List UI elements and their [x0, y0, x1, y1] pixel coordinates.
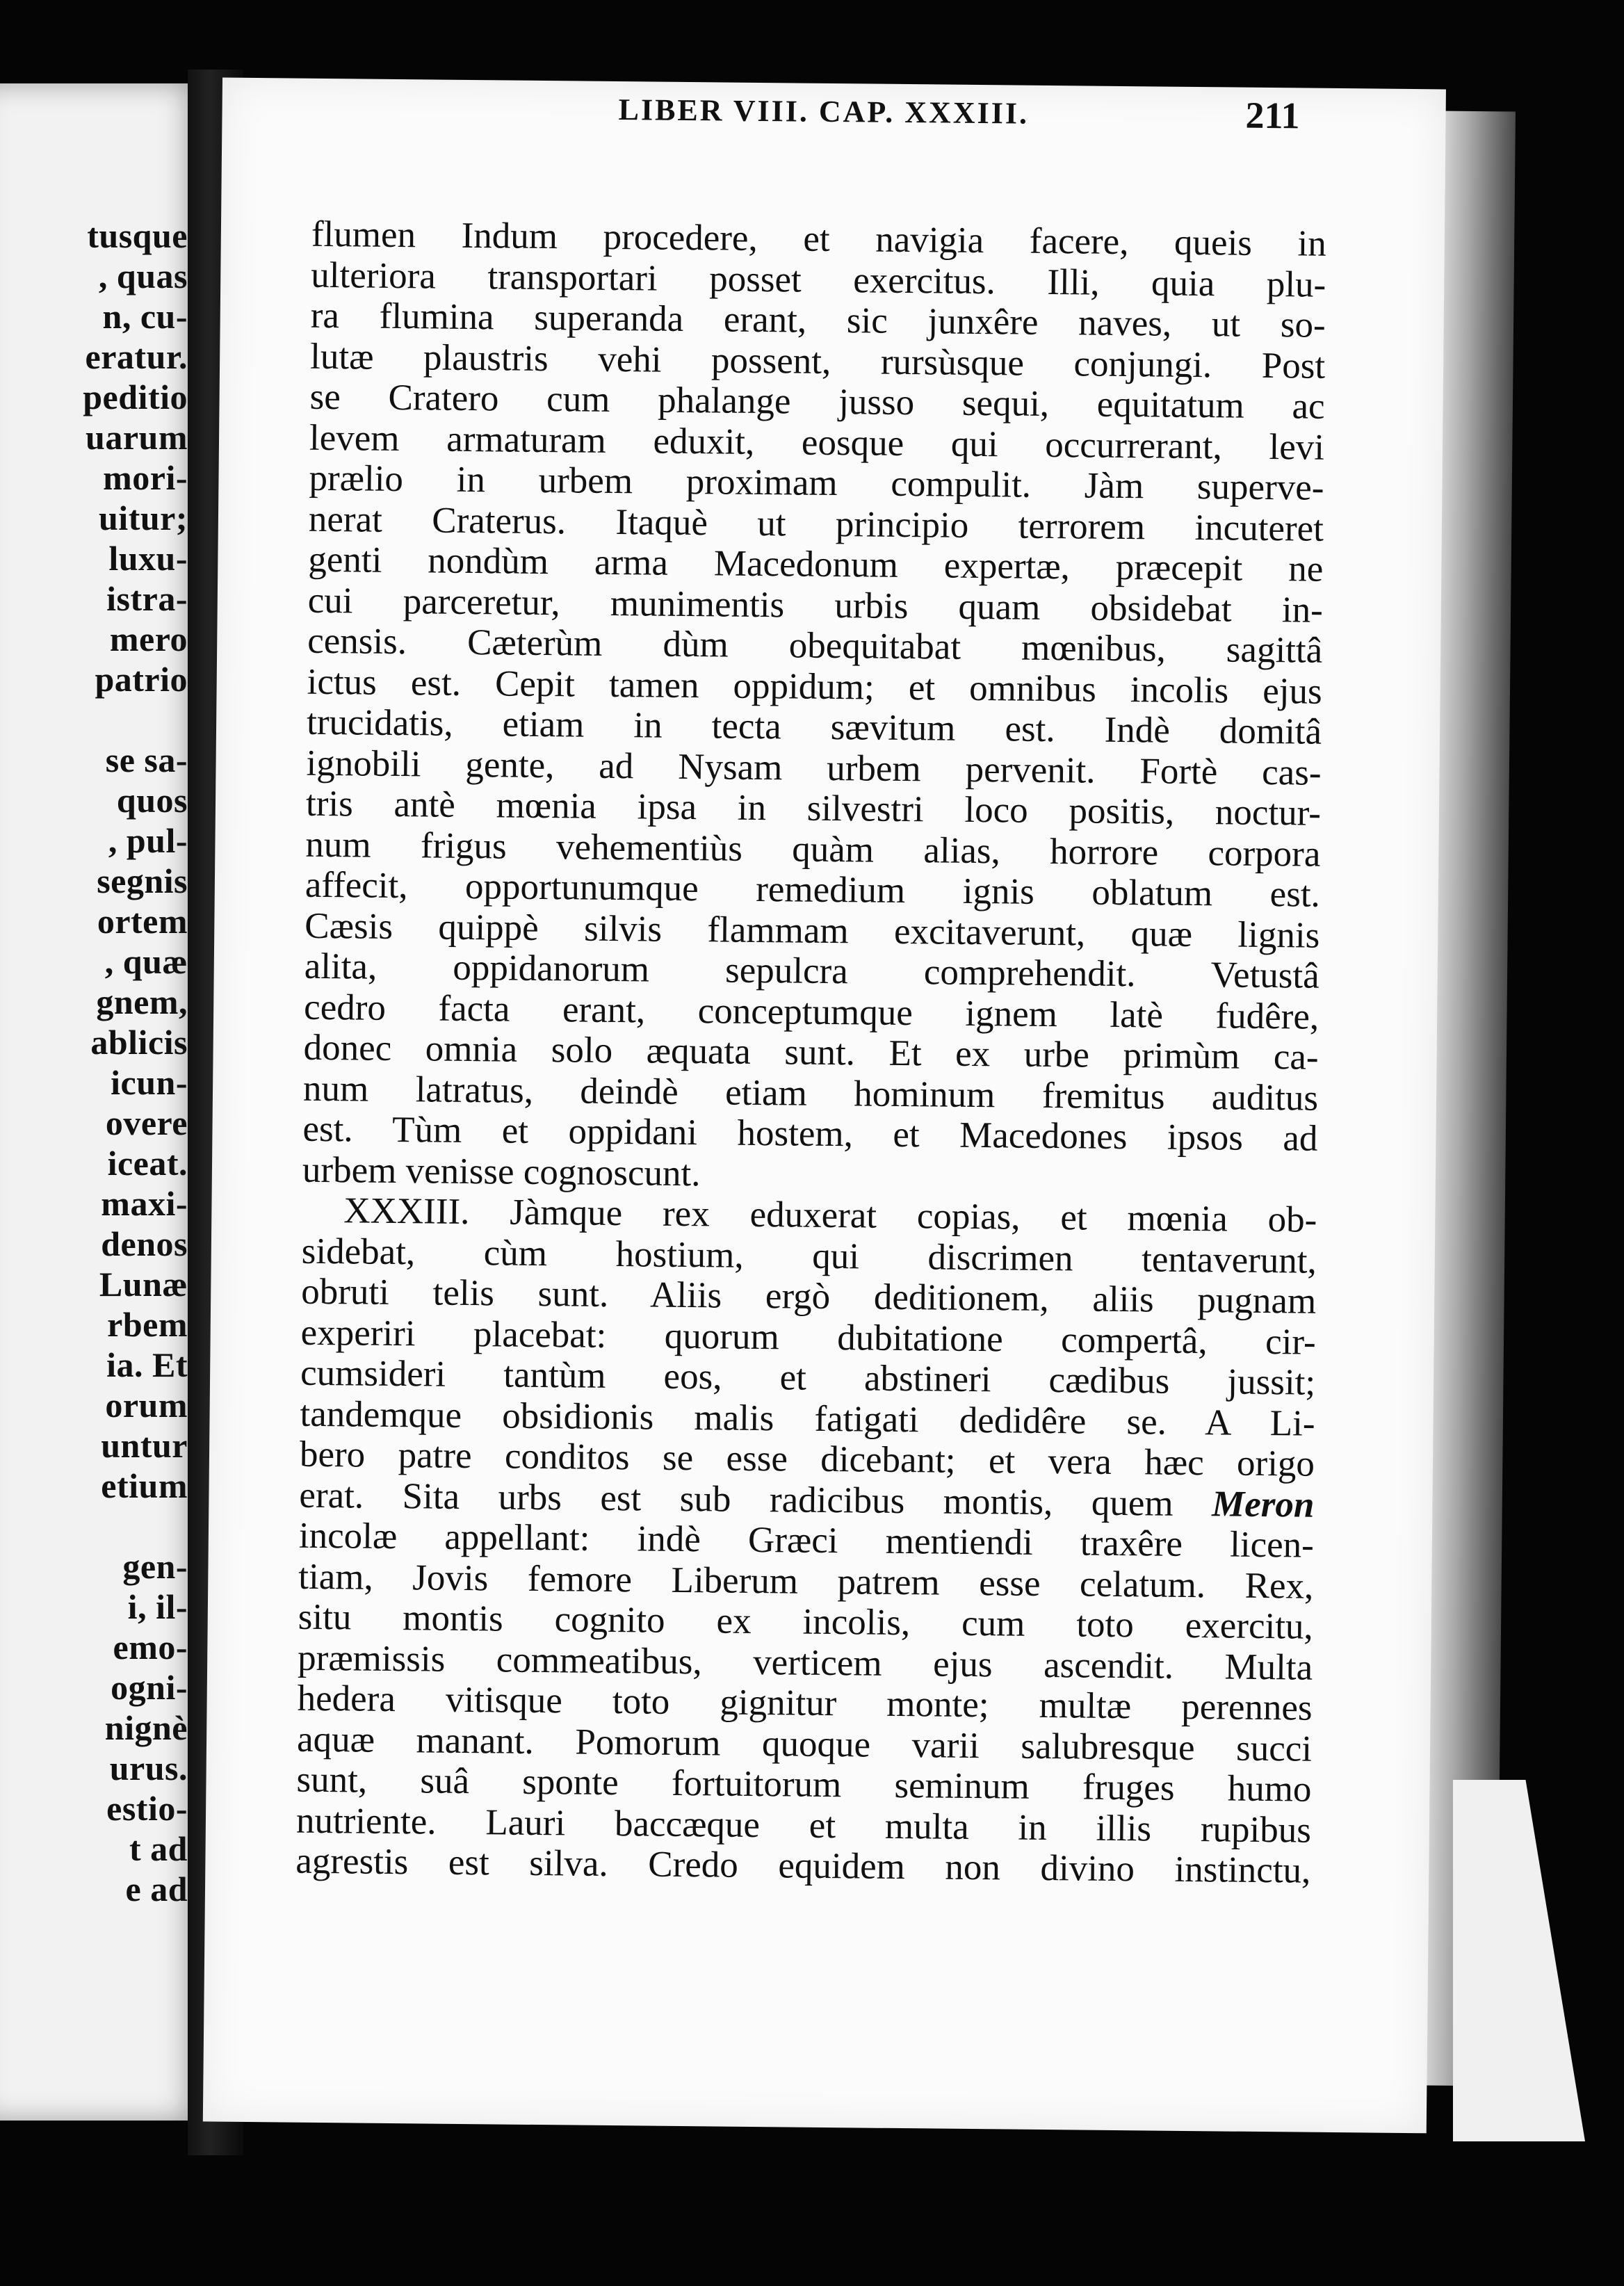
left-page-fragment — [0, 83, 209, 2121]
page-corner — [1453, 1780, 1585, 2141]
text-line: ignobili gente, ad Nysam urbem pervenit. Fortè cas- — [306, 743, 1322, 793]
text-line-content: erat. Sita urbs est sub radicibus montis, quem — [299, 1475, 1212, 1524]
text-line: num frigus vehementiùs quàm alias, horrore corpora — [305, 824, 1321, 875]
text-line: agrestis est silva. Credo equidem non divino instinctu, — [295, 1840, 1311, 1891]
text-line: est. Tùm et oppidani hostem, et Macedones ipsos ad — [302, 1108, 1318, 1159]
text-line: levem armaturam eduxit, eosque qui occurrerant, levi — [309, 417, 1325, 468]
right-page — [203, 78, 1446, 2134]
text-line: bero patre conditos se esse dicebant; et vera hæc origo — [299, 1434, 1315, 1484]
page-number: 211 — [1245, 94, 1300, 137]
text-line: cumsideri tantùm eos, et abstineri cædibus jussit; — [300, 1352, 1316, 1403]
text-line: sidebat, cùm hostium, qui discrimen tentaverunt, — [301, 1231, 1317, 1281]
text-line: donec omnia solo æquata sunt. Et ex urbe primùm ca- — [303, 1027, 1319, 1078]
text-line: situ montis cognito ex incolis, cum toto exercitu, — [298, 1596, 1314, 1647]
text-line: hedera vitisque toto gignitur monte; multæ perennes — [297, 1678, 1313, 1728]
text-line: genti nondùm arma Macedonum expertæ, præcepit ne — [308, 539, 1324, 590]
left-page-line: orum — [105, 1386, 188, 1425]
left-page-line: patrio — [95, 660, 188, 699]
left-page-line: mori- — [103, 458, 188, 497]
text-line: Cæsis quippè silvis flammam excitaverunt, quæ lignis — [304, 905, 1320, 956]
left-page-line: t ad — [129, 1829, 188, 1868]
text-line: sunt, suâ sponte fortuitorum seminum fruges humo — [296, 1759, 1312, 1810]
left-page-line: i, il- — [127, 1587, 188, 1626]
left-page-line: luxu- — [108, 539, 188, 578]
left-page-line: gnem, — [96, 982, 188, 1021]
left-page-line: eratur. — [85, 337, 188, 376]
left-page-line: segnis — [97, 861, 188, 900]
left-page-line: ia. Et — [106, 1345, 188, 1384]
text-line: aquæ manant. Pomorum quoque varii salubresque succi — [296, 1719, 1313, 1769]
text-line: experiri placebat: quorum dubitatione compertâ, cir- — [300, 1312, 1316, 1363]
left-page-line: Lunæ — [99, 1265, 188, 1304]
left-page-line: urus. — [109, 1749, 188, 1788]
left-page-line: gen- — [122, 1547, 188, 1586]
left-page-text — [83, 216, 188, 1909]
left-page-line: peditio — [83, 378, 188, 416]
left-page-line: ortem — [97, 902, 188, 941]
left-page-line: , quas — [98, 257, 188, 295]
text-line: lutæ plaustris vehi possent, rursùsque conjungi. Post — [309, 336, 1326, 387]
text-line: cedro facta erant, conceptumque ignem latè fudêre, — [303, 987, 1320, 1037]
left-page-line: istra- — [106, 579, 188, 618]
text-line: incolæ appellant: indè Græci mentiendi traxêre licen- — [298, 1515, 1315, 1566]
left-page-line: denos — [101, 1224, 188, 1263]
left-page-line: nignè — [104, 1708, 188, 1747]
text-line: nerat Craterus. Itaquè ut principio terrorem incuteret — [308, 498, 1324, 549]
left-page-line: uitur; — [99, 498, 188, 537]
place-name-meron: Meron — [1211, 1483, 1315, 1525]
left-page-line: icun- — [111, 1063, 188, 1102]
text-line: nutriente. Lauri baccæque et multa in illis rupibus — [295, 1800, 1312, 1851]
text-line: se Cratero cum phalange jusso sequi, equitatum ac — [309, 376, 1325, 427]
left-page-line — [83, 699, 188, 740]
left-page-line: n, cu- — [102, 297, 188, 336]
text-line: affecit, opportunumque remedium ignis oblatum est. — [304, 864, 1321, 915]
text-line: prælio in urbem proximam compulit. Jàm superve- — [309, 457, 1324, 508]
text-line: num latratus, deindè etiam hominum fremitus auditus — [302, 1068, 1319, 1119]
left-page-line: , quæ — [104, 942, 188, 981]
left-page-line: ogni- — [111, 1668, 188, 1707]
left-page-line: mero — [109, 619, 188, 658]
left-page-line: maxi- — [101, 1184, 188, 1223]
text-line: tandemque obsidionis malis fatigati dedidêre se. A Li- — [300, 1393, 1315, 1444]
text-line: XXXIII. Jàmque rex eduxerat copias, et mœnia ob- — [343, 1190, 1317, 1240]
text-line: flumen Indum procedere, et navigia facere, queis in — [311, 213, 1327, 264]
left-page-line: emo- — [113, 1628, 188, 1667]
left-page-line: quos — [116, 781, 188, 820]
left-page-line: ablicis — [90, 1023, 188, 1062]
left-page-line — [83, 1506, 188, 1546]
left-page-line: , pul- — [108, 821, 188, 860]
left-page-line: etium — [101, 1466, 188, 1505]
running-head — [396, 90, 1300, 147]
text-line: ictus est. Cepit tamen oppidum; et omnibus incolis ejus — [307, 661, 1322, 712]
left-page-line: uarum — [86, 418, 188, 457]
text-line: trucidatis, etiam in tecta sævitum est. Indè domitâ — [306, 702, 1322, 752]
left-page-line: iceat. — [107, 1144, 188, 1183]
text-line: obruti telis sunt. Aliis ergò deditionem, aliis pugnam — [301, 1271, 1317, 1322]
left-page-line: estio- — [106, 1789, 188, 1828]
text-line: urbem venisse cognoscunt. — [302, 1149, 701, 1194]
text-line: ulteriora transportari posset exercitus. Illi, quia plu- — [311, 254, 1326, 305]
text-line: tris antè mœnia ipsa in silvestri loco positis, noctur- — [305, 783, 1322, 834]
text-line: censis. Cæterùm dùm obequitabat mœnibus, sagittâ — [307, 620, 1323, 671]
text-line: tiam, Jovis femore Liberum patrem esse celatum. Rex, — [298, 1556, 1314, 1607]
body-text — [295, 214, 1326, 1891]
left-page-line: rbem — [107, 1305, 188, 1344]
left-page-line: e ad — [125, 1870, 188, 1908]
left-page-line: overe — [105, 1103, 188, 1142]
text-line: ra flumina superanda erant, sic junxêre naves, ut so- — [310, 295, 1326, 346]
text-line: alita, oppidanorum sepulcra comprehendit. Vetustâ — [304, 946, 1320, 996]
text-line: cui parceretur, munimentis urbis quam obsidebat in- — [307, 580, 1324, 631]
text-line: præmissis commeatibus, verticem ejus ascendit. Multa — [297, 1637, 1313, 1688]
left-page-line: untur — [101, 1426, 188, 1465]
left-page-line: tusque — [87, 216, 188, 255]
left-page-line: se sa- — [105, 740, 188, 779]
running-title: LIBER VIII. CAP. XXXIII. — [618, 92, 1030, 131]
